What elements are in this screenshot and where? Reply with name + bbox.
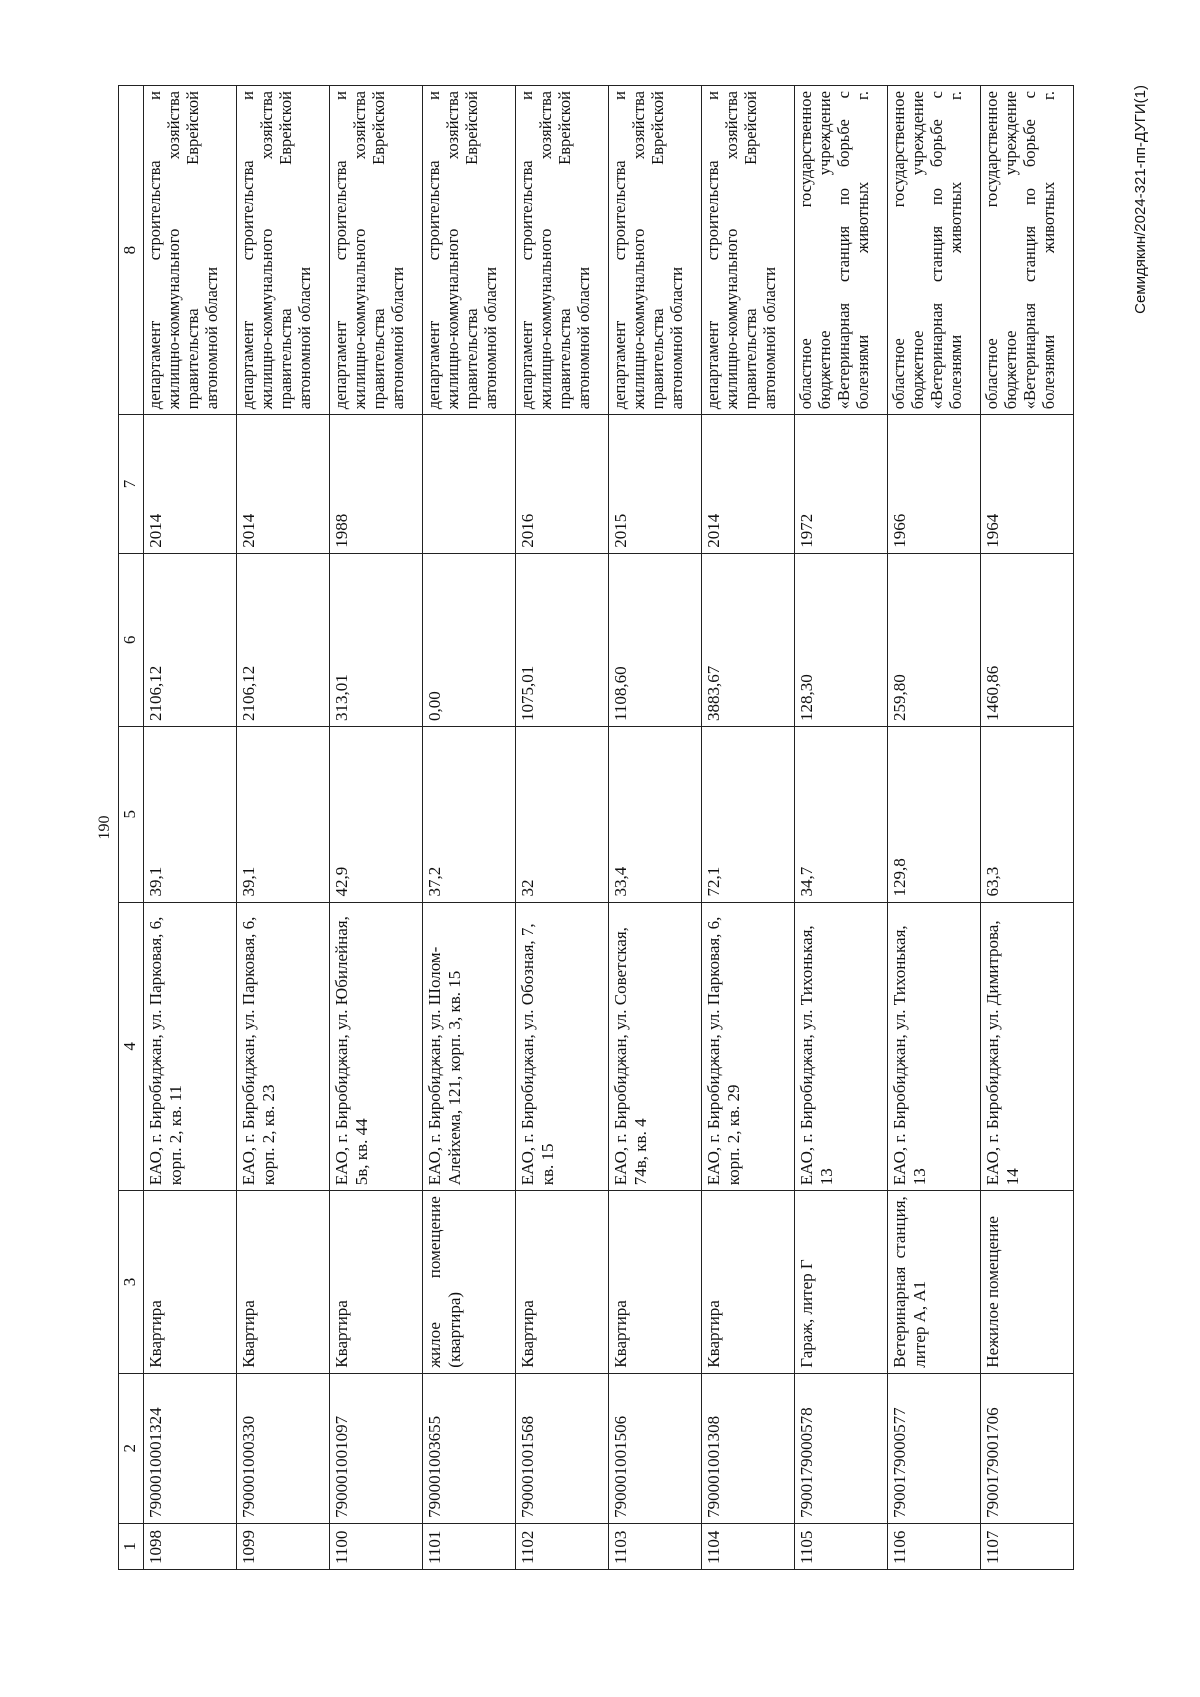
object-address: ЕАО, г. Биробиджан, ул. Тихонькая, 13 xyxy=(888,902,981,1191)
object-area: 37,2 xyxy=(423,727,516,903)
object-address: ЕАО, г. Биробиджан, ул. Советская, 74в, кв. 4 xyxy=(609,902,702,1191)
commissioning-year: 2014 xyxy=(237,415,330,554)
rights-holder-line: областное государственное xyxy=(982,91,1001,410)
object-name: Квартира xyxy=(702,1191,795,1373)
object-name: Гараж, литер Г xyxy=(795,1191,888,1373)
rights-holder-line: жилищно-коммунального хозяйства xyxy=(350,91,369,410)
rights-holder xyxy=(795,86,888,415)
table-row xyxy=(144,86,237,1570)
object-area: 33,4 xyxy=(609,727,702,903)
row-number: 1106 xyxy=(888,1523,981,1569)
commissioning-year: 2016 xyxy=(516,415,609,554)
rights-holder xyxy=(609,86,702,415)
table-row xyxy=(888,86,981,1570)
object-name: Квартира xyxy=(237,1191,330,1373)
registry-number: 790001000330 xyxy=(237,1373,330,1523)
object-value: 1108,60 xyxy=(609,553,702,726)
registry-number: 790001001568 xyxy=(516,1373,609,1523)
rights-holder-line: жилищно-коммунального хозяйства xyxy=(164,91,183,410)
rights-holder-line: областное государственное xyxy=(889,91,908,410)
rights-holder-line: автономной области xyxy=(295,266,314,410)
object-name: Нежилое помещение xyxy=(981,1191,1074,1373)
rights-holder-line: автономной области xyxy=(760,266,779,410)
rights-holder-line: правительства Еврейской xyxy=(462,91,481,410)
rights-holder-line: бюджетное учреждение xyxy=(908,91,927,410)
rights-holder-line: правительства Еврейской xyxy=(741,91,760,410)
rights-holder-line: департамент строительства и xyxy=(145,91,164,410)
rights-holder-line: бюджетное учреждение xyxy=(815,91,834,410)
object-address: ЕАО, г. Биробиджан, ул. Тихонькая, 13 xyxy=(795,902,888,1191)
commissioning-year: 1966 xyxy=(888,415,981,554)
object-value: 2106,12 xyxy=(144,553,237,726)
table-row xyxy=(423,86,516,1570)
property-register-table xyxy=(118,85,1074,1570)
object-name: Квартира xyxy=(516,1191,609,1373)
rights-holder-line: «Ветеринарная станция по борьбе с xyxy=(834,91,853,410)
object-value: 2106,12 xyxy=(237,553,330,726)
object-address: ЕАО, г. Биробиджан, ул. Парковая, 6, корп. 2, кв. 29 xyxy=(702,902,795,1191)
column-header: 3 xyxy=(119,1191,144,1373)
rights-holder-line: автономной области xyxy=(574,266,593,410)
table-row xyxy=(981,86,1074,1570)
object-area: 32 xyxy=(516,727,609,903)
commissioning-year: 1988 xyxy=(330,415,423,554)
table-row xyxy=(702,86,795,1570)
column-header: 7 xyxy=(119,415,144,554)
rights-holder xyxy=(144,86,237,415)
registry-number: 7900179000578 xyxy=(795,1373,888,1523)
rights-holder-line: жилищно-коммунального хозяйства xyxy=(722,91,741,410)
commissioning-year: 2014 xyxy=(144,415,237,554)
rights-holder-line: жилищно-коммунального хозяйства xyxy=(629,91,648,410)
rights-holder-line: жилищно-коммунального хозяйства xyxy=(536,91,555,410)
row-number: 1099 xyxy=(237,1523,330,1569)
commissioning-year: 1964 xyxy=(981,415,1074,554)
commissioning-year: 1972 xyxy=(795,415,888,554)
row-number: 1100 xyxy=(330,1523,423,1569)
column-header: 6 xyxy=(119,553,144,726)
object-value: 313,01 xyxy=(330,553,423,726)
table-row xyxy=(237,86,330,1570)
object-address: ЕАО, г. Биробиджан, ул. Парковая, 6, корп. 2, кв. 11 xyxy=(144,902,237,1191)
object-area: 39,1 xyxy=(237,727,330,903)
rights-holder-line: департамент строительства и xyxy=(424,91,443,410)
rights-holder-line: областное государственное xyxy=(796,91,815,410)
rights-holder-line: жилищно-коммунального хозяйства xyxy=(257,91,276,410)
object-address: ЕАО, г. Биробиджан, ул. Шолом-Алейхема, 121, корп. 3, кв. 15 xyxy=(423,902,516,1191)
object-value: 1460,86 xyxy=(981,553,1074,726)
object-area: 72,1 xyxy=(702,727,795,903)
rights-holder xyxy=(423,86,516,415)
object-name: жилое помещение (квартира) xyxy=(423,1191,516,1373)
rights-holder-line: департамент строительства и xyxy=(238,91,257,410)
rights-holder-line: департамент строительства и xyxy=(517,91,536,410)
object-address: ЕАО, г. Биробиджан, ул. Обозная, 7, кв. 15 xyxy=(516,902,609,1191)
row-number: 1105 xyxy=(795,1523,888,1569)
rights-holder-line: автономной области xyxy=(667,266,686,410)
rights-holder-line: болезнями животных г. xyxy=(853,91,872,410)
rights-holder-line: автономной области xyxy=(388,266,407,410)
object-value: 128,30 xyxy=(795,553,888,726)
rights-holder-line: автономной области xyxy=(202,266,221,410)
column-header: 2 xyxy=(119,1373,144,1523)
rights-holder xyxy=(702,86,795,415)
rights-holder-line: правительства Еврейской xyxy=(555,91,574,410)
object-area: 34,7 xyxy=(795,727,888,903)
object-name: Квартира xyxy=(609,1191,702,1373)
rights-holder-line: правительства Еврейской xyxy=(183,91,202,410)
object-area: 129,8 xyxy=(888,727,981,903)
row-number: 1102 xyxy=(516,1523,609,1569)
rights-holder xyxy=(330,86,423,415)
table-row xyxy=(330,86,423,1570)
object-value: 259,80 xyxy=(888,553,981,726)
commissioning-year: 2014 xyxy=(702,415,795,554)
row-number: 1098 xyxy=(144,1523,237,1569)
rights-holder-line: автономной области xyxy=(481,266,500,410)
column-header: 1 xyxy=(119,1523,144,1569)
rights-holder-line: болезнями животных г. xyxy=(1039,91,1058,410)
rights-holder-line: правительства Еврейской xyxy=(276,91,295,410)
object-name: Квартира xyxy=(144,1191,237,1373)
object-area: 39,1 xyxy=(144,727,237,903)
object-value: 3883,67 xyxy=(702,553,795,726)
rights-holder xyxy=(237,86,330,415)
row-number: 1104 xyxy=(702,1523,795,1569)
registry-number: 790001003655 xyxy=(423,1373,516,1523)
row-number: 1101 xyxy=(423,1523,516,1569)
object-name: Квартира xyxy=(330,1191,423,1373)
column-header: 8 xyxy=(119,86,144,415)
column-header: 5 xyxy=(119,727,144,903)
object-address: ЕАО, г. Биробиджан, ул. Парковая, 6, корп. 2, кв. 23 xyxy=(237,902,330,1191)
registry-number: 7900179001706 xyxy=(981,1373,1074,1523)
page-number: 190 xyxy=(96,815,113,840)
rights-holder-line: бюджетное учреждение xyxy=(1001,91,1020,410)
object-name: Ветеринарная станция, литер А, А1 xyxy=(888,1191,981,1373)
document-footer: Семидякин/2024-321-пп-ДУГИ(1) xyxy=(1132,85,1149,314)
rights-holder-line: департамент строительства и xyxy=(610,91,629,410)
rights-holder xyxy=(981,86,1074,415)
registry-number: 790001001097 xyxy=(330,1373,423,1523)
object-area: 63,3 xyxy=(981,727,1074,903)
rights-holder-line: «Ветеринарная станция по борьбе с xyxy=(1020,91,1039,410)
row-number: 1103 xyxy=(609,1523,702,1569)
object-address: ЕАО, г. Биробиджан, ул. Юбилейная, 5в, кв. 44 xyxy=(330,902,423,1191)
rights-holder-line: департамент строительства и xyxy=(331,91,350,410)
table-row xyxy=(516,86,609,1570)
rights-holder xyxy=(888,86,981,415)
registry-number: 7900010001324 xyxy=(144,1373,237,1523)
rights-holder-line: «Ветеринарная станция по борьбе с xyxy=(927,91,946,410)
rights-holder-line: болезнями животных г. xyxy=(946,91,965,410)
rights-holder xyxy=(516,86,609,415)
object-value: 1075,01 xyxy=(516,553,609,726)
registry-number: 7900179000577 xyxy=(888,1373,981,1523)
rights-holder-line: правительства Еврейской xyxy=(648,91,667,410)
rights-holder-line: департамент строительства и xyxy=(703,91,722,410)
registry-number: 790001001506 xyxy=(609,1373,702,1523)
rotated-page-content xyxy=(96,85,1149,1570)
column-header: 4 xyxy=(119,902,144,1191)
object-area: 42,9 xyxy=(330,727,423,903)
commissioning-year: 2015 xyxy=(609,415,702,554)
row-number: 1107 xyxy=(981,1523,1074,1569)
rights-holder-line: правительства Еврейской xyxy=(369,91,388,410)
table-row xyxy=(795,86,888,1570)
table-row xyxy=(609,86,702,1570)
commissioning-year xyxy=(423,415,516,554)
table-header-row xyxy=(119,86,144,1570)
registry-number: 790001001308 xyxy=(702,1373,795,1523)
object-value: 0,00 xyxy=(423,553,516,726)
object-address: ЕАО, г. Биробиджан, ул. Димитрова, 14 xyxy=(981,902,1074,1191)
rights-holder-line: жилищно-коммунального хозяйства xyxy=(443,91,462,410)
